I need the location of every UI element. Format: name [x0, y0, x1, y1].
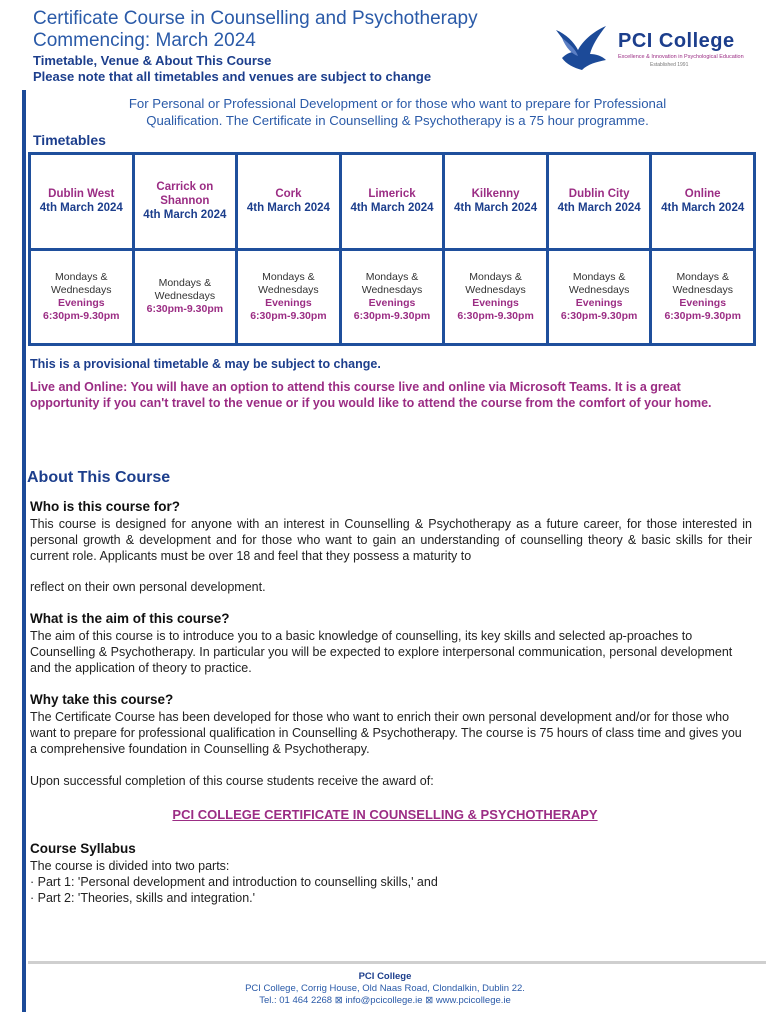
venue-header — [350, 187, 433, 215]
footer-contact: Tel.: 01 464 2268 ⊠ info@pcicollege.ie ⊠ www.pcicollege.ie — [259, 995, 511, 1006]
venue-header — [247, 187, 330, 215]
venue-schedule-cell — [652, 251, 753, 344]
pci-college-logo — [552, 20, 742, 76]
intro-line-2: Qualification. The Certificate in Counselling & Psychotherapy is a 75 hour programme. — [146, 113, 649, 128]
schedule-time: 6:30pm-9.30pm — [353, 309, 431, 322]
venue-header-cell — [342, 155, 443, 248]
dove-icon — [552, 20, 610, 76]
venue-start-date: 4th March 2024 — [557, 202, 641, 215]
syllabus-heading: Course Syllabus — [30, 841, 136, 856]
who-heading: Who is this course for? — [30, 499, 181, 514]
venue-schedule — [656, 271, 749, 323]
schedule-days: Mondays & Wednesdays — [51, 270, 112, 296]
schedule-days: Mondays & Wednesdays — [361, 270, 423, 296]
venue-schedule-cell — [238, 251, 339, 344]
venue-name: Limerick — [368, 188, 416, 201]
subtitle-line-2: Please note that all timetables and venues are subject to change — [33, 69, 432, 84]
venue-schedule — [242, 271, 335, 323]
venue-schedule — [35, 271, 128, 323]
venue-start-date: 4th March 2024 — [143, 209, 227, 222]
venue-start-date: 4th March 2024 — [454, 202, 538, 215]
footer — [0, 971, 770, 1007]
document-title — [33, 8, 478, 52]
schedule-days: Mondays & Wednesdays — [465, 270, 526, 296]
venue-header — [40, 187, 123, 215]
award-title: PCI COLLEGE CERTIFICATE IN COUNSELLING & PSYCHOTHERAPY — [172, 807, 598, 822]
schedule-evenings: Evenings — [575, 296, 623, 309]
schedule-evenings: Evenings — [265, 296, 312, 309]
aim-text: The aim of this course is to introduce you to a basic knowledge of counselling, its key skills and selected ap-proaches to Counselling & Psychotherapy. In particular you will be expected to explore interpersonal communication, personal development and the application of theory to practice. — [30, 629, 733, 675]
footer-rule — [28, 961, 766, 964]
schedule-time: 6:30pm-9.30pm — [560, 309, 638, 322]
venue-header — [661, 187, 744, 215]
venue-schedule-cell — [549, 251, 650, 344]
logo-established: Established 1991 — [650, 62, 689, 68]
timetable-grid — [28, 152, 756, 346]
venue-start-date: 4th March 2024 — [661, 202, 745, 215]
schedule-days: Mondays & Wednesdays — [568, 270, 630, 296]
intro-line-1: For Personal or Professional Development or for those who want to prepare for Professional — [128, 96, 667, 111]
schedule-time: 6:30pm-9.30pm — [664, 309, 741, 322]
schedule-time: 6:30pm-9.30pm — [457, 309, 534, 322]
schedule-time: 6:30pm-9.30pm — [250, 309, 327, 322]
venue-header-cell — [135, 155, 236, 248]
venue-schedule-cell — [31, 251, 132, 344]
aim-heading: What is the aim of this course? — [30, 611, 230, 626]
why-text: The Certificate Course has been developed for those who want to enrich their own personal development and/or for those who want to prepare for professional qualification in Counselling & Psychotherapy. The course is 75 hours of class time and gives you a comprehensive foundation in Counselling & Psychotherapy. — [30, 710, 742, 756]
about-heading: About This Course — [27, 469, 171, 486]
syllabus-item: · Part 1: 'Personal development and introduction to counselling skills,' and — [30, 875, 438, 889]
why-heading: Why take this course? — [30, 692, 174, 707]
venue-name: Cork — [275, 188, 302, 201]
syllabus-item: · Part 2: 'Theories, skills and integration.' — [30, 891, 256, 905]
venue-header-cell — [652, 155, 753, 248]
venue-header-cell — [549, 155, 650, 248]
venue-header-cell — [445, 155, 546, 248]
venue-name: Dublin City — [568, 188, 630, 201]
left-accent-rule — [22, 90, 26, 1012]
schedule-evenings: Evenings — [57, 296, 105, 309]
title-line-1: Certificate Course in Counselling and Psychotherapy — [33, 8, 478, 29]
venue-schedule — [449, 271, 542, 323]
schedule-evenings: Evenings — [472, 296, 519, 309]
venue-start-date: 4th March 2024 — [350, 202, 434, 215]
footer-address: PCI College, Corrig House, Old Naas Road, Clondalkin, Dublin 22. — [245, 983, 525, 994]
schedule-evenings: Evenings — [368, 296, 416, 309]
live-online-line-2: opportunity if you can't travel to the venue or if you would like to attend the course from the comfort of your home. — [30, 396, 712, 410]
schedule-days: Mondays & Wednesdays — [258, 270, 319, 296]
live-online-note — [30, 379, 755, 411]
venue-name: Dublin West — [48, 188, 115, 201]
venue-name: Online — [684, 188, 721, 201]
venue-header — [139, 180, 232, 222]
schedule-days: Mondays & Wednesdays — [672, 270, 733, 296]
title-line-2: Commencing: March 2024 — [33, 30, 256, 51]
logo-text: PCI College — [618, 30, 735, 52]
syllabus-intro: The course is divided into two parts: — [30, 859, 230, 873]
venue-schedule — [346, 271, 439, 323]
subtitle-line-1: Timetable, Venue & About This Course — [33, 53, 272, 68]
award-intro: Upon successful completion of this course students receive the award of: — [30, 774, 434, 788]
venue-schedule-cell — [342, 251, 443, 344]
schedule-time: 6:30pm-9.30pm — [146, 303, 224, 316]
venue-header — [558, 187, 641, 215]
live-online-line-1: Live and Online: You will have an option to attend this course live and online via Microsoft Teams. It is a great — [30, 380, 681, 394]
venue-schedule — [553, 271, 646, 323]
logo-tagline: Excellence & Innovation in Psychological Education — [618, 54, 744, 60]
venue-header-cell — [31, 155, 132, 248]
who-text-2: reflect on their own personal development. — [30, 580, 266, 594]
venue-header — [454, 187, 537, 215]
venue-header-cell — [238, 155, 339, 248]
venue-name: Kilkenny — [471, 188, 520, 201]
venue-schedule-cell — [135, 251, 236, 344]
provisional-note: This is a provisional timetable & may be subject to change. — [30, 357, 381, 371]
venue-schedule — [139, 277, 232, 316]
venue-name: Carrick on Shannon — [156, 181, 214, 208]
schedule-days: Mondays & Wednesdays — [154, 277, 216, 303]
footer-name: PCI College — [358, 971, 412, 982]
venue-schedule-cell — [445, 251, 546, 344]
syllabus-block — [30, 858, 752, 906]
venue-start-date: 4th March 2024 — [39, 202, 123, 215]
who-text: This course is designed for anyone with an interest in Counselling & Psychotherapy as a future career, for those interested in personal growth & development and for those who want to gain an understanding of counselling theory & basic skills for their current role. Applicants must be over 18 and feel that they possess a maturity to — [30, 517, 752, 563]
schedule-evenings: Evenings — [679, 296, 727, 309]
schedule-time: 6:30pm-9.30pm — [43, 309, 120, 322]
timetables-heading: Timetables — [33, 132, 106, 148]
venue-start-date: 4th March 2024 — [246, 202, 330, 215]
intro-paragraph — [60, 95, 735, 129]
subtitle — [33, 53, 431, 85]
